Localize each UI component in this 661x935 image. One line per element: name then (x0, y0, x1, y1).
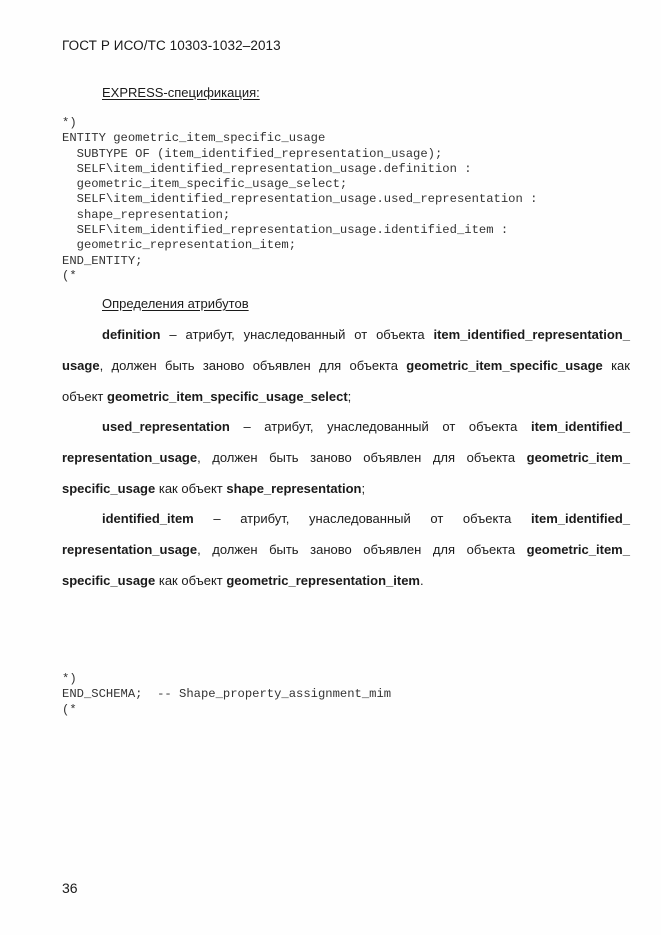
word: должен (212, 542, 258, 557)
word: заново (202, 358, 245, 373)
word: от (430, 511, 444, 526)
word: унаследованный (327, 419, 429, 434)
word: объект (62, 389, 104, 404)
word: заново (310, 450, 352, 465)
word: должен (212, 450, 258, 465)
word: объявлен (363, 450, 422, 465)
word: атрибут, (264, 419, 314, 434)
attribute-term: definition (102, 327, 161, 342)
word: как (611, 358, 630, 373)
page-number: 36 (62, 880, 78, 896)
punctuation: . (419, 573, 424, 588)
entity-name: representation_usage (62, 450, 198, 465)
paragraph-line (62, 481, 630, 499)
paragraph-line (62, 358, 630, 376)
dash: – (213, 511, 221, 526)
word: атрибут, (240, 511, 290, 526)
dash: – (243, 419, 251, 434)
word: объявлен (363, 542, 422, 557)
word: быть (165, 358, 195, 373)
word: объявлен (252, 358, 311, 373)
word: как объект (158, 481, 223, 496)
word: унаследованный (243, 327, 346, 342)
end-schema-code-block: *) END_SCHEMA; -- Shape_property_assignment_mim (* (62, 672, 392, 717)
punctuation: ; (347, 389, 352, 404)
entity-name: geometric_item_ (526, 542, 630, 557)
word: объекта (466, 450, 516, 465)
word: от (442, 419, 456, 434)
word: объекта (468, 419, 518, 434)
attribute-term: used_representation (102, 419, 230, 434)
word: для (432, 450, 456, 465)
word: должен (111, 358, 157, 373)
type-name: geometric_representation_item (226, 573, 420, 588)
word: унаследованный (309, 511, 411, 526)
attribute-term: identified_item (102, 511, 194, 526)
entity-name: specific_usage (62, 481, 156, 496)
paragraph-line (62, 573, 630, 591)
word: от (354, 327, 368, 342)
entity-name: geometric_item_specific_usage (406, 358, 603, 373)
entity-name: item_identified_ (531, 511, 630, 526)
dash: – (169, 327, 177, 342)
word: быть (269, 542, 299, 557)
word: объекта (462, 511, 512, 526)
entity-name: usage (62, 358, 100, 373)
word: для (432, 542, 456, 557)
paragraph-line (102, 511, 630, 529)
express-code-block: *) ENTITY geometric_item_specific_usage SUBTYPE OF (item_identified_representation_usage); SELF\item_identified_representation_usage.definition : geometric_item_specific_usage_select; SELF\item_identified_representation_usage.used_representation : shape_representation; SELF\item_identified_representation_usage.identified_item : geometric_representation_item; END_ENTITY; (* (62, 116, 538, 283)
word: быть (269, 450, 299, 465)
word: атрибут, (185, 327, 235, 342)
word: как объект (158, 573, 223, 588)
paragraph-line (62, 542, 630, 560)
entity-name: item_identified_representation_ (433, 327, 630, 342)
type-name: shape_representation (226, 481, 362, 496)
attribute-definitions-heading: Определения атрибутов (102, 296, 249, 311)
paragraph-line (62, 450, 630, 468)
word: объекта (376, 327, 425, 342)
word: объекта (466, 542, 516, 557)
type-name: geometric_item_specific_usage_select (107, 389, 348, 404)
paragraph-line (102, 327, 630, 345)
paragraph-line (102, 419, 630, 437)
punctuation: ; (361, 481, 366, 496)
entity-name: specific_usage (62, 573, 156, 588)
express-specification-heading: EXPRESS-спецификация: (102, 85, 260, 100)
entity-name: geometric_item_ (526, 450, 630, 465)
punctuation: , (197, 542, 201, 557)
entity-name: representation_usage (62, 542, 198, 557)
entity-name: item_identified_ (530, 419, 630, 434)
punctuation: , (197, 450, 201, 465)
punctuation: , (99, 358, 104, 373)
document-header: ГОСТ Р ИСО/ТС 10303-1032–2013 (62, 38, 281, 53)
word: для (318, 358, 342, 373)
word: объекта (349, 358, 398, 373)
paragraph-line (62, 389, 630, 407)
word: заново (310, 542, 352, 557)
